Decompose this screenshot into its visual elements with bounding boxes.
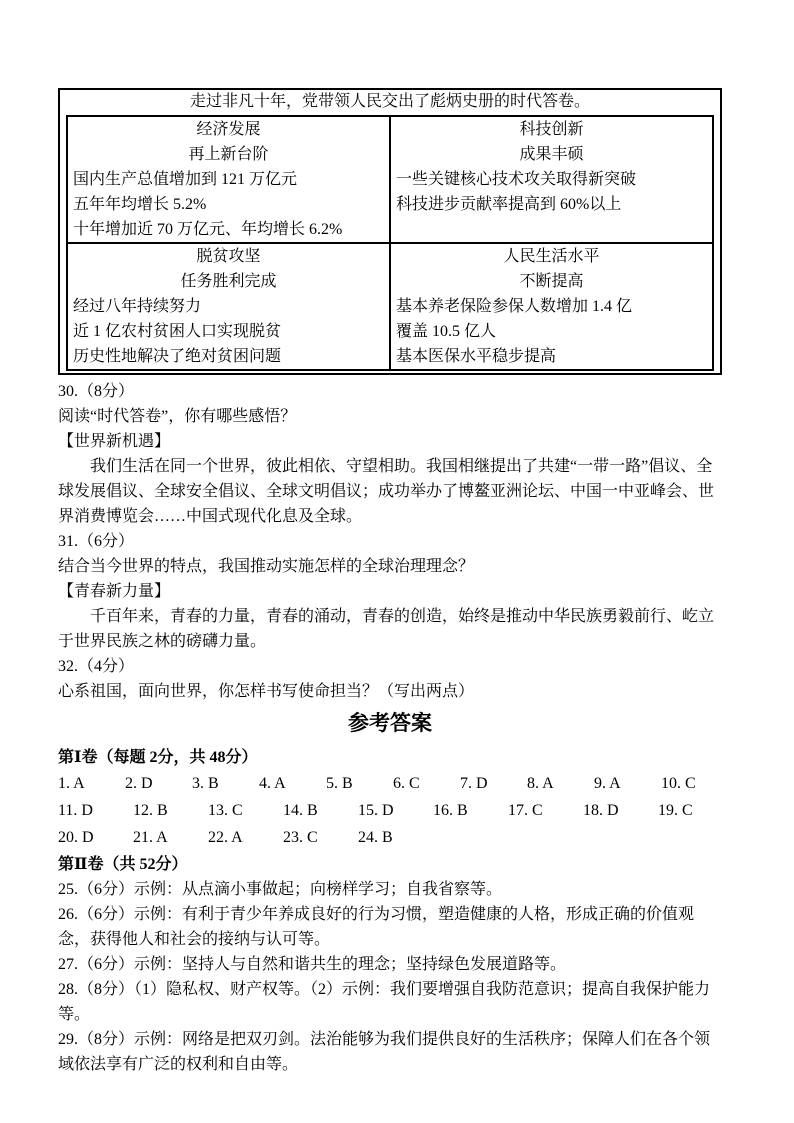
material-youth-power-text: 千百年来，青春的力量，青春的涌动，青春的创造，始终是推动中华民族勇毅前行、屹立于世界民族之林的磅礴力量。 [58, 608, 715, 650]
answer-item: 3. B [192, 775, 219, 792]
answer-item: 13. C [208, 802, 243, 819]
part2-title: 第Ⅱ卷（共 52分） [58, 856, 188, 873]
cell-heading: 人民生活水平 [503, 248, 600, 265]
answer-row [58, 770, 722, 797]
answer-item: 12. B [133, 802, 168, 819]
table-grid [66, 115, 714, 371]
cell-line: 历史性地解决了绝对贫困问题 [73, 348, 282, 365]
question-32-prompt: 心系祖国，面向世界，你怎样书写使命担当？（写出两点） [58, 683, 475, 700]
cell-line: 基本养老保险参保人数增加 1.4 亿 [396, 298, 633, 315]
page-content [58, 88, 722, 1077]
cell-heading: 科技创新 [519, 121, 584, 138]
answer-item: 10. C [661, 775, 696, 792]
answer-item: 16. B [433, 802, 468, 819]
cell-line: 一些关键核心技术攻关取得新突破 [396, 171, 637, 188]
answer-row [58, 824, 722, 851]
answer-item: 19. C [658, 802, 693, 819]
answer-item: 22. A [208, 829, 243, 846]
answer-item: 17. C [508, 802, 543, 819]
material-youth-power-tag: 【青春新力量】 [58, 583, 171, 600]
question-30-label: 30.（8分） [58, 383, 135, 400]
answer-26: 26.（6分）示例：有利于青少年养成良好的行为习惯，塑造健康的人格，形成正确的价值观念，获得他人和社会的接纳与认可等。 [58, 906, 695, 948]
answer-item: 21. A [133, 829, 168, 846]
answer-item: 7. D [460, 775, 488, 792]
answer-item: 15. D [358, 802, 394, 819]
cell-line: 五年年均增长 5.2% [73, 196, 207, 213]
material-world-opportunity-tag: 【世界新机遇】 [58, 433, 171, 450]
cell-subheading: 任务胜利完成 [180, 273, 277, 290]
cell-subheading: 再上新台阶 [188, 146, 269, 163]
cell-subheading: 不断提高 [519, 273, 584, 290]
answer-29: 29.（8分）示例：网络是把双刃剑。法治能够为我们提供良好的生活秩序；保障人们在各个领域依法享有广泛的权利和自由等。 [58, 1031, 711, 1073]
cell-line: 十年增加近 70 万亿元、年均增长 6.2% [73, 221, 343, 238]
answer-key-heading: 参考答案 [348, 711, 432, 735]
cell-heading: 经济发展 [196, 121, 261, 138]
answer-item: 6. C [393, 775, 420, 792]
cell-line: 覆盖 10.5 亿人 [396, 323, 497, 340]
answer-item: 23. C [283, 829, 318, 846]
cell-economic-development [68, 117, 391, 244]
cell-line: 近 1 亿农村贫困人口实现脱贫 [73, 323, 282, 340]
question-30-prompt: 阅读“时代答卷”，你有哪些感悟？ [58, 408, 297, 425]
part1-title: 第Ⅰ卷（每题 2分，共 48分） [58, 749, 258, 766]
cell-poverty-alleviation [68, 244, 391, 369]
cell-tech-innovation [391, 117, 712, 244]
answer-row [58, 797, 722, 824]
cell-line: 基本医保水平稳步提高 [396, 348, 557, 365]
answer-item: 4. A [259, 775, 286, 792]
table-title: 走过非凡十年，党带领人民交出了彪炳史册的时代答卷。 [189, 93, 590, 110]
question-32-label: 32.（4分） [58, 658, 135, 675]
answer-28: 28.（8分）（1）隐私权、财产权等。（2）示例：我们要增强自我防范意识；提高自我保护能力等。 [58, 981, 711, 1023]
cell-subheading: 成果丰硕 [519, 146, 584, 163]
answer-27: 27.（6分）示例：坚持人与自然和谐共生的理念；坚持绿色发展道路等。 [58, 956, 567, 973]
question-31-label: 31.（6分） [58, 533, 135, 550]
answer-item: 9. A [594, 775, 621, 792]
answer-item: 1. A [58, 775, 85, 792]
answer-item: 11. D [58, 802, 93, 819]
cell-living-standards [391, 244, 712, 369]
material-world-opportunity-text: 我们生活在同一个世界，彼此相依、守望相助。我国相继提出了共建“一带一路”倡议、全球发展倡议、全球安全倡议、全球文明倡议；成功举办了博鳌亚洲论坛、中国一中亚峰会、世界消费博览会……中国式现代化息及全球。 [58, 458, 715, 525]
answer-item: 5. B [326, 775, 353, 792]
question-31-prompt: 结合当今世界的特点，我国推动实施怎样的全球治理理念？ [58, 558, 475, 575]
answer-item: 20. D [58, 829, 94, 846]
answer-item: 2. D [125, 775, 153, 792]
answer-item: 8. A [527, 775, 554, 792]
cell-line: 国内生产总值增加到 121 万亿元 [73, 171, 298, 188]
answer-item: 14. B [283, 802, 318, 819]
era-report-table [58, 88, 722, 375]
cell-line: 经过八年持续努力 [73, 298, 202, 315]
answer-25: 25.（6分）示例：从点滴小事做起；向榜样学习；自我省察等。 [58, 881, 503, 898]
answer-item: 18. D [583, 802, 619, 819]
cell-line: 科技进步贡献率提高到 60%以上 [396, 196, 622, 213]
answer-item: 24. B [358, 829, 393, 846]
cell-heading: 脱贫攻坚 [196, 248, 261, 265]
